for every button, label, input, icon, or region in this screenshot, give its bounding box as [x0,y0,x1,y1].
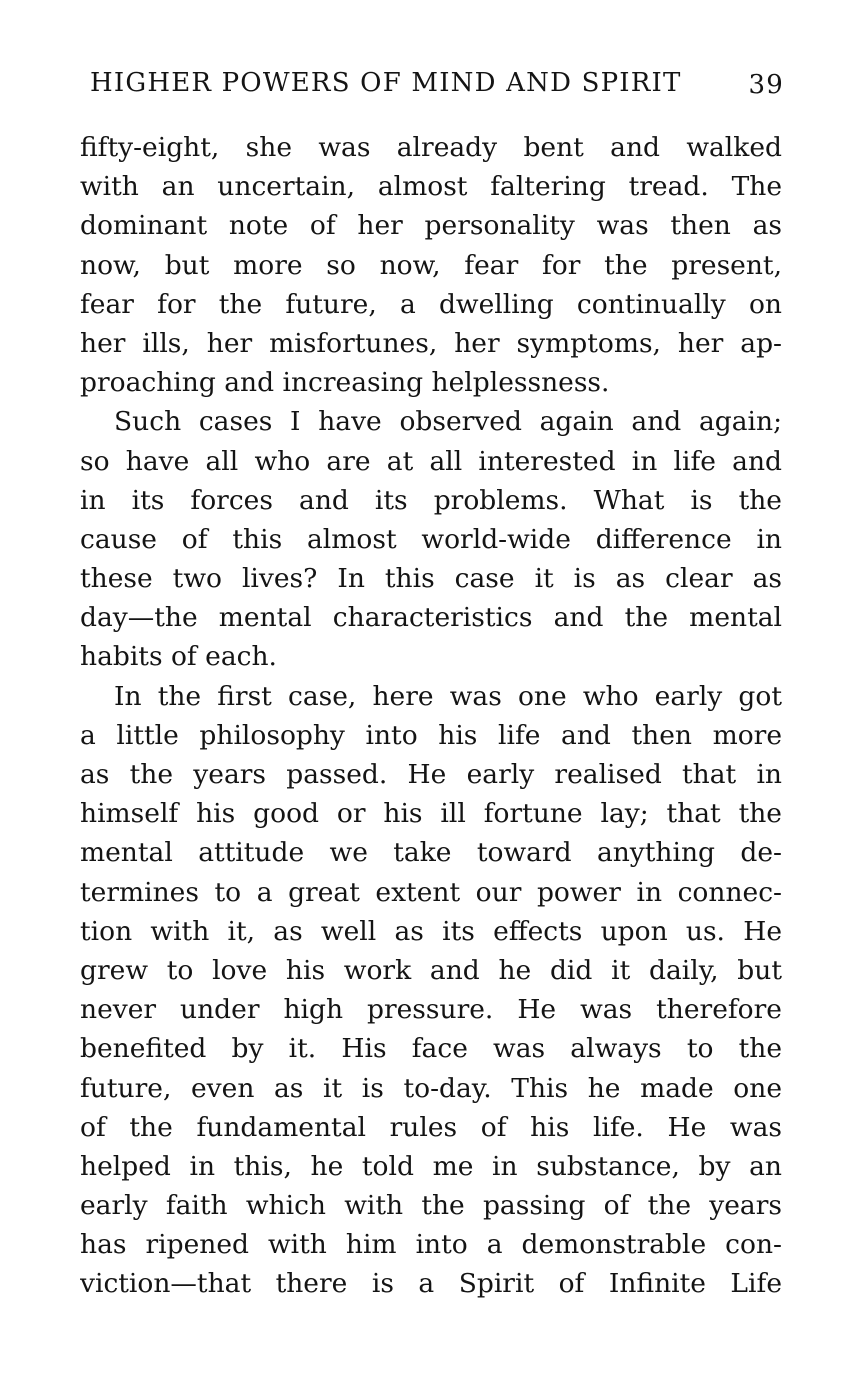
text-line: dominant note of her personality was then as [80,210,782,242]
text-line: mental attitude we take toward anything de- [80,837,782,869]
text-line: future, even as it is to-day. This he made one [80,1072,782,1104]
text-line: cause of this almost world-wide difference in [80,523,782,555]
text-line: early faith which with the passing of the years [80,1190,782,1222]
text-line: proaching and increasing helplessness. [80,367,610,399]
text-line: day—the mental characteristics and the mental [80,602,782,634]
text-line: In the first case, here was one who early got [114,680,782,712]
running-head [90,68,784,108]
text-line: now, but more so now, fear for the present, [80,249,782,281]
text-line: Such cases I have observed again and again; [114,406,782,438]
paragraph [80,677,782,1304]
running-title: HIGHER POWERS OF MIND AND SPIRIT [90,68,682,98]
text-line: of the fundamental rules of his life. He was [80,1111,782,1143]
text-line: benefited by it. His face was always to the [80,1033,782,1065]
text-line: termines to a great extent our power in connec- [80,876,782,908]
text-line: so have all who are at all interested in life and [80,445,782,477]
paragraph [80,402,782,676]
text-line: has ripened with him into a demonstrable con- [80,1229,782,1261]
text-line: her ills, her misfortunes, her symptoms, her ap- [80,327,782,359]
text-line: tion with it, as well as its effects upon us. He [80,915,782,947]
page-number: 39 [748,70,784,100]
text-line: helped in this, he told me in substance, by an [80,1150,782,1182]
text-line: fifty-eight, she was already bent and walked [80,132,782,163]
text-line: a little philosophy into his life and then more [80,719,782,751]
text-line: fear for the future, a dwelling continually on [80,288,782,320]
paragraph [80,128,782,402]
text-line: never under high pressure. He was therefore [80,994,782,1026]
text-line: these two lives? In this case it is as clear as [80,563,782,595]
body-text [80,128,782,1304]
text-line: himself his good or his ill fortune lay; that the [80,798,782,830]
text-line: grew to love his work and he did it daily, but [80,954,782,986]
text-line: with an uncertain, almost faltering tread. The [80,171,782,203]
text-line: as the years passed. He early realised that in [80,759,782,790]
text-line: viction—that there is a Spirit of Infinite Life [80,1268,782,1300]
text-line: habits of each. [80,641,277,673]
text-line: in its forces and its problems. What is the [80,484,782,516]
